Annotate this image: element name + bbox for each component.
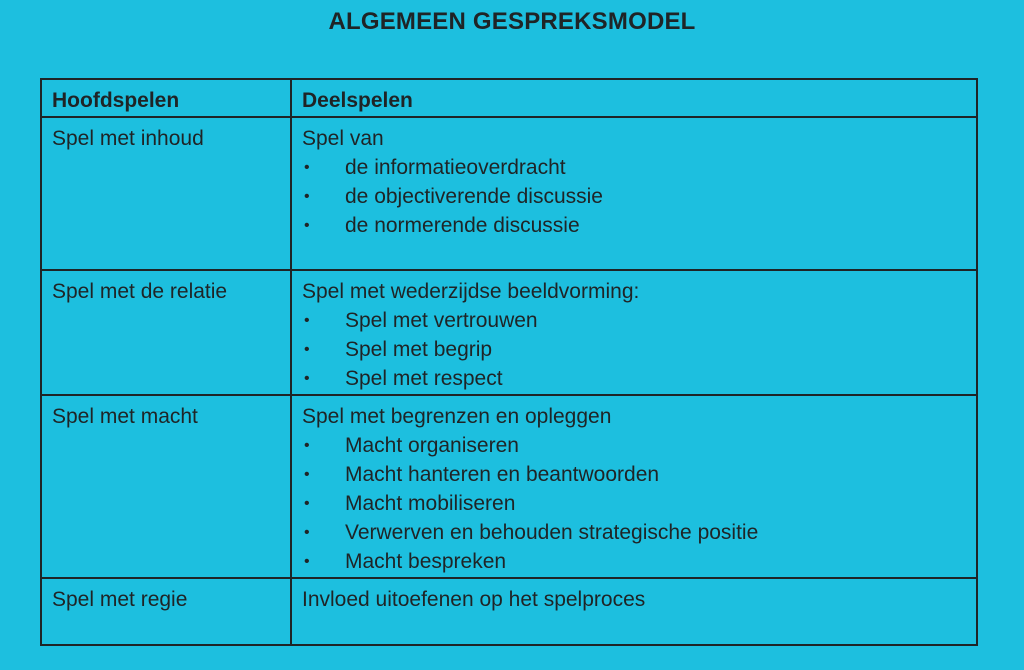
sub-games-intro: Spel met wederzijdse beeldvorming: xyxy=(302,280,640,303)
list-item xyxy=(302,431,966,460)
list-item-label: Spel met begrip xyxy=(345,338,493,361)
sub-games-cell xyxy=(291,578,977,645)
list-item xyxy=(302,489,966,518)
page-title: ALGEMEEN GESPREKSMODEL xyxy=(328,8,696,35)
bullet-icon: • xyxy=(304,495,310,512)
list-item xyxy=(302,547,966,576)
column-header-hoofdspelen: Hoofdspelen xyxy=(41,79,291,117)
column-header-deelspelen: Deelspelen xyxy=(291,79,977,117)
list-item-label: Verwerven en behouden strategische positie xyxy=(345,521,759,544)
sub-games-cell xyxy=(291,395,977,578)
table-row xyxy=(41,270,977,395)
bullet-icon: • xyxy=(304,217,310,234)
list-item-label: Macht organiseren xyxy=(345,434,519,457)
bullet-icon: • xyxy=(304,188,310,205)
sub-games-list xyxy=(302,153,966,240)
sub-games-intro: Spel met begrenzen en opleggen xyxy=(302,405,612,428)
table-row xyxy=(41,578,977,645)
bullet-icon: • xyxy=(304,312,310,329)
list-item-label: de normerende discussie xyxy=(345,214,580,237)
list-item-label: de informatieoverdracht xyxy=(345,156,566,179)
bullet-icon: • xyxy=(304,159,310,176)
bullet-icon: • xyxy=(304,370,310,387)
list-item-label: de objectiverende discussie xyxy=(345,185,603,208)
main-game-cell: Spel met regie xyxy=(41,578,291,645)
bullet-icon: • xyxy=(304,524,310,541)
sub-games-list xyxy=(302,431,966,576)
list-item xyxy=(302,306,966,335)
sub-games-intro: Spel van xyxy=(302,127,384,150)
table-header-row xyxy=(41,79,977,117)
bullet-icon: • xyxy=(304,466,310,483)
bullet-icon: • xyxy=(304,553,310,570)
list-item-label: Macht hanteren en beantwoorden xyxy=(345,463,660,486)
table-row xyxy=(41,395,977,578)
list-item xyxy=(302,335,966,364)
list-item-label: Macht bespreken xyxy=(345,550,507,573)
list-item-label: Spel met respect xyxy=(345,367,503,390)
table-row xyxy=(41,117,977,270)
list-item-label: Macht mobiliseren xyxy=(345,492,516,515)
sub-games-cell xyxy=(291,117,977,270)
list-item xyxy=(302,364,966,393)
list-item-label: Spel met vertrouwen xyxy=(345,309,538,332)
bullet-icon: • xyxy=(304,437,310,454)
list-item xyxy=(302,460,966,489)
sub-games-cell xyxy=(291,270,977,395)
main-game-cell: Spel met de relatie xyxy=(41,270,291,395)
main-game-cell: Spel met macht xyxy=(41,395,291,578)
list-item xyxy=(302,153,966,182)
bullet-icon: • xyxy=(304,341,310,358)
sub-games-list xyxy=(302,306,966,393)
list-item xyxy=(302,182,966,211)
list-item xyxy=(302,518,966,547)
main-game-cell: Spel met inhoud xyxy=(41,117,291,270)
conversation-model-table xyxy=(40,78,978,646)
list-item xyxy=(302,211,966,240)
sub-games-intro: Invloed uitoefenen op het spelproces xyxy=(302,588,646,611)
